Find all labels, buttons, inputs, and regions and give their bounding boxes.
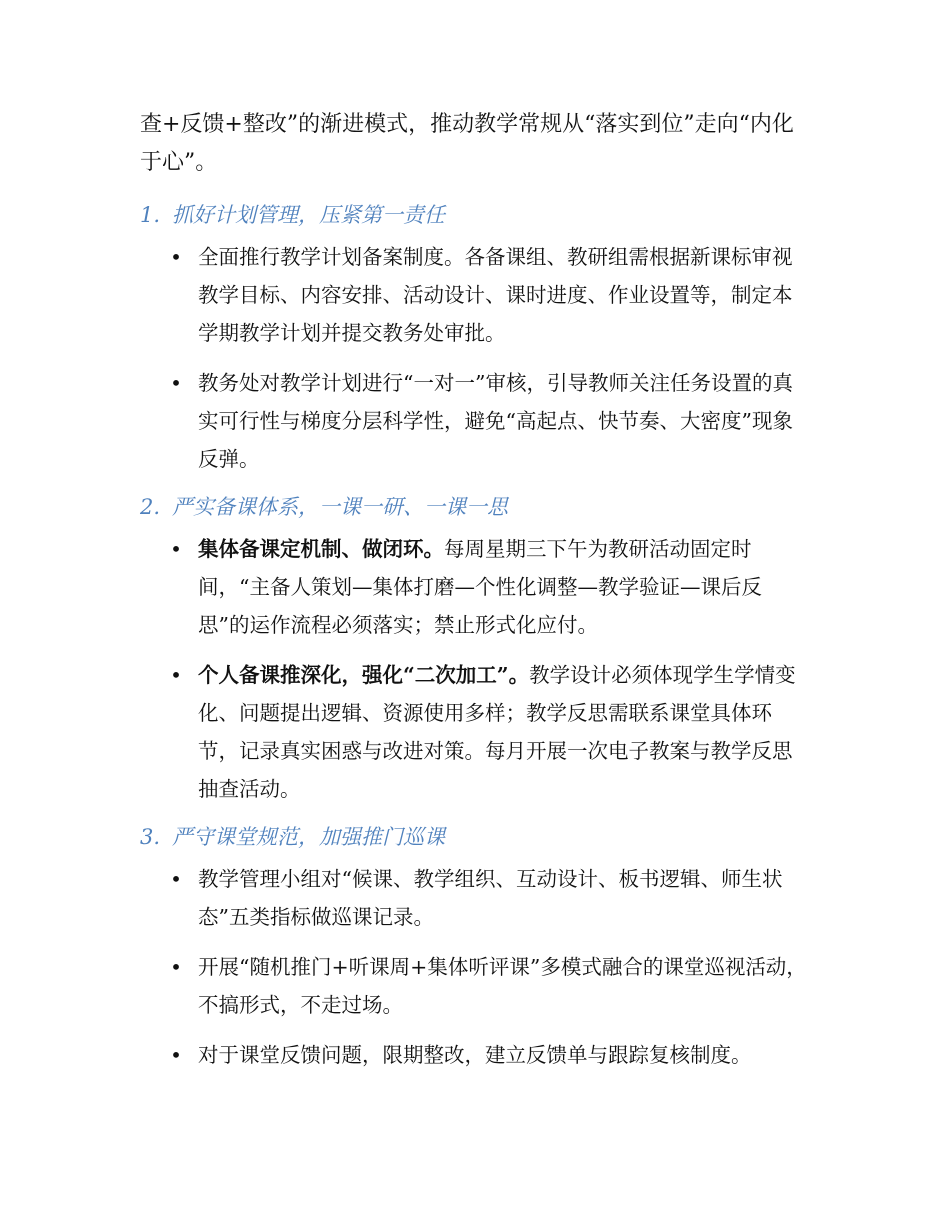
section-title: 抓好计划管理，压紧第一责任 [172, 203, 445, 227]
list-item-text: 全面推行教学计划备案制度。各备课组、教研组需根据新课标审视教学目标、内容安排、活动设计、课时进度、作业设置等，制定本学期教学计划并提交教务处审批。 [198, 245, 793, 345]
list-item [140, 364, 810, 478]
list-item [140, 530, 810, 644]
section-number: 1. [140, 203, 161, 227]
bullet-dot-icon: • [170, 537, 182, 561]
list-item [140, 1036, 810, 1074]
section-title: 严守课堂规范，加强推门巡课 [172, 825, 445, 849]
list-item-text: 教务处对教学计划进行“一对一”审核，引导教师关注任务设置的真实可行性与梯度分层科学性，避免“高起点、快节奏、大密度”现象反弹。 [198, 371, 793, 471]
list-item [140, 656, 810, 808]
bullet-list-2 [140, 530, 810, 808]
section-heading-2 [140, 492, 810, 522]
list-item-text: 对于课堂反馈问题，限期整改，建立反馈单与跟踪复核制度。 [198, 1043, 752, 1067]
section-number: 3. [140, 825, 161, 849]
bullet-list-1 [140, 238, 810, 478]
list-item-bold-lead: 个人备课推深化，强化“二次加工”。 [198, 663, 530, 687]
bullet-dot-icon: • [170, 663, 182, 687]
list-item-text: 开展“随机推门+听课周+集体听评课”多模式融合的课堂巡视活动，不搞形式，不走过场。 [198, 955, 807, 1017]
bullet-dot-icon: • [170, 245, 182, 269]
list-item [140, 860, 810, 936]
list-item-bold-lead: 集体备课定机制、做闭环。 [198, 537, 444, 561]
list-item-text: 每周星期三下午为教研活动固定时间，“主备人策划—集体打磨—个性化调整—教学验证—课后反思”的运作流程必须落实；禁止形式化应付。 [198, 537, 762, 637]
bullet-list-3 [140, 860, 810, 1074]
list-item [140, 238, 810, 352]
bullet-dot-icon: • [170, 955, 182, 979]
list-item-text: 教学管理小组对“候课、教学组织、互动设计、板书逻辑、师生状态”五类指标做巡课记录。 [198, 867, 783, 929]
bullet-dot-icon: • [170, 1043, 182, 1067]
section-heading-1 [140, 200, 810, 230]
list-item-text: 教学设计必须体现学生学情变化、问题提出逻辑、资源使用多样；教学反思需联系课堂具体环节，记录真实困惑与改进对策。每月开展一次电子教案与教学反思抽查活动。 [198, 663, 796, 801]
section-heading-3 [140, 822, 810, 852]
list-item [140, 948, 810, 1024]
bullet-dot-icon: • [170, 371, 182, 395]
section-number: 2. [140, 495, 161, 519]
intro-paragraph: 查+反馈+整改”的渐进模式，推动教学常规从“落实到位”走向“内化于心”。 [140, 112, 794, 175]
bullet-dot-icon: • [170, 867, 182, 891]
section-title: 严实备课体系，一课一研、一课一思 [172, 495, 508, 519]
